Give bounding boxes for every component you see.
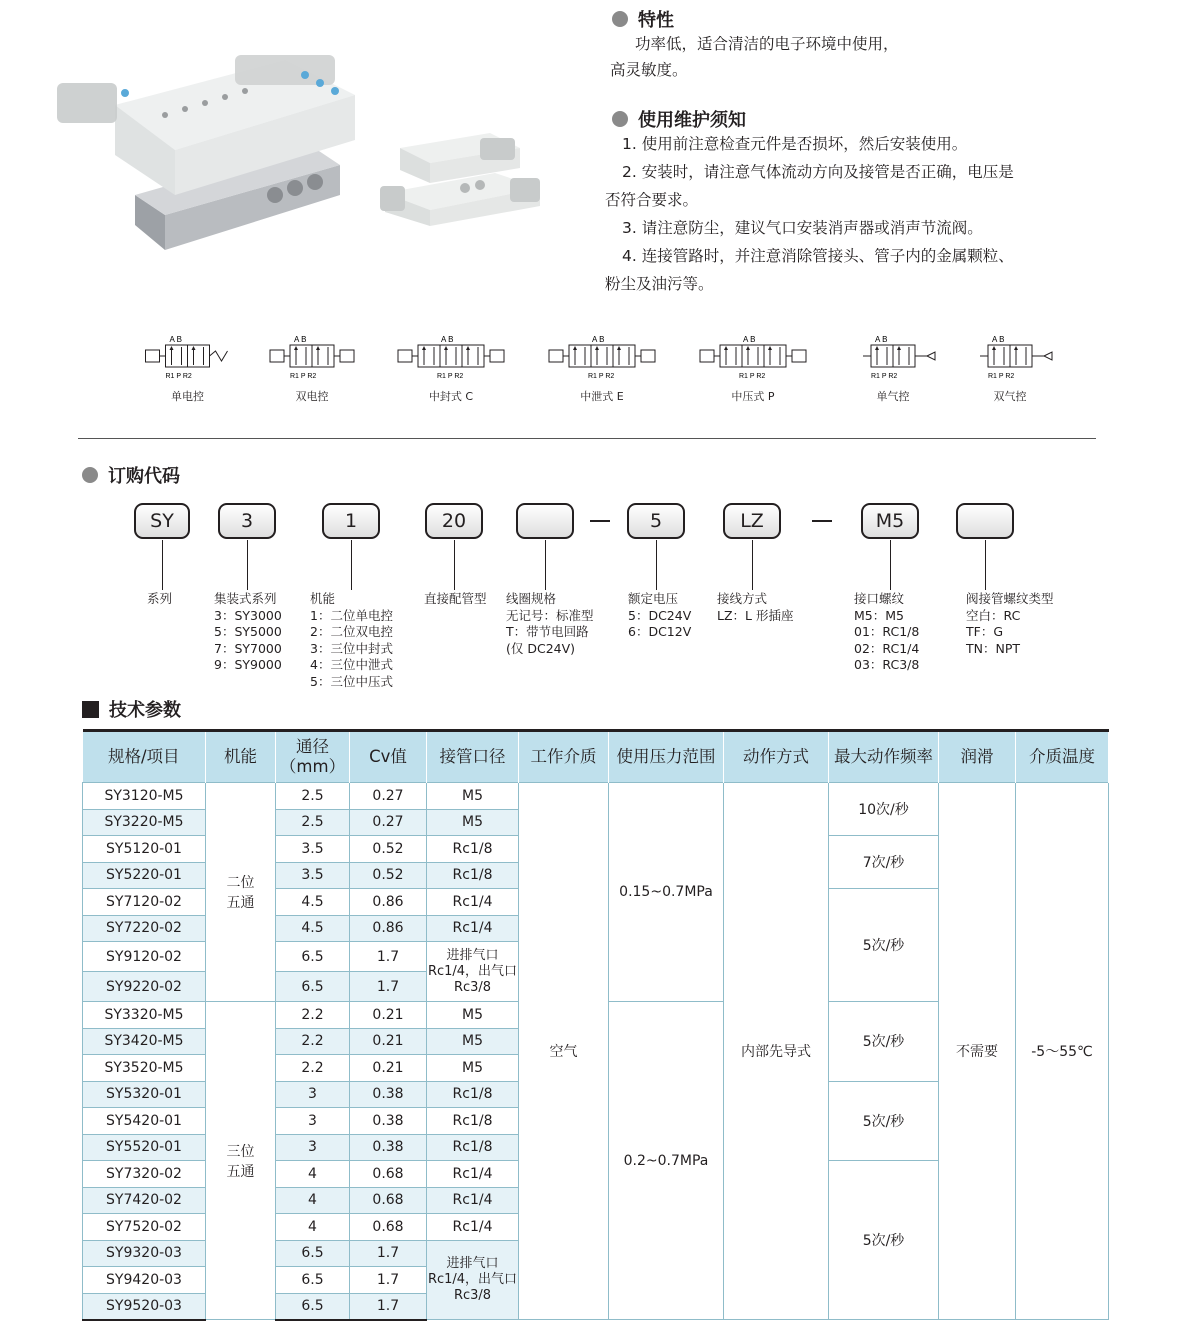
table-cell: 0.21 bbox=[350, 1028, 427, 1055]
maintenance-line-5: 4. 连接管路时，并注意消除管接头、管子内的金属颗粒、 bbox=[622, 247, 1014, 265]
table-cell: 内部先导式 bbox=[724, 783, 829, 1320]
order-code-description: 接线方式 LZ：L 形插座 bbox=[717, 591, 794, 623]
table-cell: 6.5 bbox=[276, 972, 350, 1002]
table-cell: 0.27 bbox=[350, 783, 427, 810]
order-code-connector bbox=[752, 540, 753, 590]
order-code-box: 3 bbox=[218, 503, 276, 539]
table-cell: 3 bbox=[276, 1134, 350, 1161]
order-code-connector bbox=[890, 540, 891, 590]
section-divider bbox=[78, 438, 1096, 439]
table-cell: 5次/秒 bbox=[829, 1081, 939, 1161]
order-code-connector bbox=[247, 540, 248, 590]
bullet-icon bbox=[612, 111, 628, 127]
table-cell: SY5520-01 bbox=[83, 1134, 206, 1161]
table-cell: Rc1/8 bbox=[427, 1108, 519, 1135]
svg-text:A B: A B bbox=[592, 335, 605, 344]
maintenance-line-4: 3. 请注意防尘，建议气口安装消声器或消声节流阀。 bbox=[622, 219, 983, 237]
table-cell: 5次/秒 bbox=[829, 889, 939, 1002]
table-cell: Rc1/8 bbox=[427, 836, 519, 863]
valve-symbol-6 bbox=[848, 333, 938, 383]
table-cell: 4.5 bbox=[276, 889, 350, 916]
table-cell: 进排气口Rc1/4，出气口Rc3/8 bbox=[427, 1240, 519, 1320]
order-code-description: 系列 bbox=[147, 591, 173, 606]
table-cell: SY3220-M5 bbox=[83, 809, 206, 836]
table-cell: 3 bbox=[276, 1108, 350, 1135]
table-header-cell: 通径 （mm） bbox=[276, 731, 350, 783]
table-header-cell: 规格/项目 bbox=[83, 731, 206, 783]
table-cell: 7次/秒 bbox=[829, 836, 939, 889]
table-cell: M5 bbox=[427, 783, 519, 810]
table-cell: 2.5 bbox=[276, 783, 350, 810]
table-cell: 4 bbox=[276, 1214, 350, 1241]
table-cell: 2.2 bbox=[276, 1028, 350, 1055]
table-cell: SY7120-02 bbox=[83, 889, 206, 916]
table-cell: 1.7 bbox=[350, 1267, 427, 1294]
features-heading bbox=[612, 6, 674, 32]
table-cell: 进排气口Rc1/4，出气口Rc3/8 bbox=[427, 942, 519, 1002]
order-code-description: 阀接管螺纹类型 空白：RC TF：G TN：NPT bbox=[966, 591, 1054, 656]
table-cell: 二位 五通 bbox=[206, 783, 276, 1002]
order-code-description: 集装式系列 3：SY3000 5：SY5000 7：SY7000 9：SY9000 bbox=[214, 591, 282, 672]
svg-text:R1 P R2: R1 P R2 bbox=[871, 373, 898, 380]
order-heading bbox=[82, 462, 180, 488]
features-title: 特性 bbox=[638, 10, 674, 31]
order-code-dash bbox=[590, 520, 610, 522]
table-cell: 2.5 bbox=[276, 809, 350, 836]
maintenance-title: 使用维护须知 bbox=[638, 110, 746, 131]
table-cell: Rc1/4 bbox=[427, 1214, 519, 1241]
table-cell: Rc1/4 bbox=[427, 889, 519, 916]
svg-text:A B: A B bbox=[743, 335, 756, 344]
table-cell: 0.15~0.7MPa bbox=[609, 783, 724, 1002]
table-header-cell: 最大动作频率 bbox=[829, 731, 939, 783]
table-header-cell: 接管口径 bbox=[427, 731, 519, 783]
table-cell: 6.5 bbox=[276, 1293, 350, 1320]
valve-symbol-4 bbox=[538, 333, 666, 383]
svg-text:A B: A B bbox=[441, 335, 454, 344]
svg-text:R1 P R2: R1 P R2 bbox=[988, 373, 1015, 380]
order-code-description: 直接配管型 bbox=[424, 591, 487, 606]
table-cell: M5 bbox=[427, 1002, 519, 1029]
maintenance-line-6: 粉尘及油污等。 bbox=[605, 275, 714, 293]
maintenance-line-3: 否符合要求。 bbox=[605, 191, 699, 209]
svg-text:A B: A B bbox=[875, 335, 888, 344]
table-cell: SY9320-03 bbox=[83, 1240, 206, 1267]
order-code-connector bbox=[351, 540, 352, 590]
table-cell: 2.2 bbox=[276, 1002, 350, 1029]
table-cell: SY7220-02 bbox=[83, 915, 206, 942]
bullet-icon bbox=[82, 467, 98, 483]
valve-symbol-7 bbox=[960, 333, 1060, 383]
order-code-box: 5 bbox=[627, 503, 685, 539]
table-cell: 10次/秒 bbox=[829, 783, 939, 836]
table-cell: 1.7 bbox=[350, 1240, 427, 1267]
svg-text:A B: A B bbox=[169, 335, 182, 344]
table-cell: M5 bbox=[427, 1028, 519, 1055]
order-code-connector bbox=[985, 540, 986, 590]
table-cell: 0.21 bbox=[350, 1002, 427, 1029]
table-cell: 5次/秒 bbox=[829, 1161, 939, 1320]
table-cell: 0.38 bbox=[350, 1108, 427, 1135]
table-cell: Rc1/8 bbox=[427, 1134, 519, 1161]
order-code-box bbox=[516, 503, 574, 539]
table-cell: 0.52 bbox=[350, 862, 427, 889]
valve-symbol-label: 双气控 bbox=[993, 390, 1027, 403]
single-valve-photo bbox=[380, 128, 550, 228]
table-header-cell: 工作介质 bbox=[519, 731, 609, 783]
table-cell: 1.7 bbox=[350, 972, 427, 1002]
table-cell: SY9220-02 bbox=[83, 972, 206, 1002]
table-cell: 6.5 bbox=[276, 1267, 350, 1294]
order-code-connector bbox=[162, 540, 163, 590]
table-cell: 3.5 bbox=[276, 862, 350, 889]
table-cell: 0.68 bbox=[350, 1214, 427, 1241]
valve-symbol-label: 单气控 bbox=[876, 390, 910, 403]
table-cell: 3.5 bbox=[276, 836, 350, 863]
table-cell: 1.7 bbox=[350, 942, 427, 972]
svg-text:R1 P R2: R1 P R2 bbox=[165, 373, 192, 380]
table-cell: 0.68 bbox=[350, 1161, 427, 1188]
features-line-2: 高灵敏度。 bbox=[610, 61, 688, 79]
table-cell: Rc1/8 bbox=[427, 1081, 519, 1108]
maintenance-line-2: 2. 安装时，请注意气体流动方向及接管是否正确，电压是 bbox=[622, 163, 1014, 181]
table-cell: SY9120-02 bbox=[83, 942, 206, 972]
svg-text:R1 P R2: R1 P R2 bbox=[588, 373, 615, 380]
manifold-valve-photo bbox=[55, 45, 365, 260]
table-cell: SY3320-M5 bbox=[83, 1002, 206, 1029]
table-cell: SY3520-M5 bbox=[83, 1055, 206, 1082]
svg-text:R1 P R2: R1 P R2 bbox=[290, 373, 317, 380]
table-cell: 0.38 bbox=[350, 1081, 427, 1108]
table-header-cell: Cv值 bbox=[350, 731, 427, 783]
table-cell: Rc1/4 bbox=[427, 1187, 519, 1214]
valve-symbol-2 bbox=[262, 333, 362, 383]
table-header-cell: 使用压力范围 bbox=[609, 731, 724, 783]
valve-symbol-label: 中封式 C bbox=[428, 390, 474, 403]
svg-text:A B: A B bbox=[294, 335, 307, 344]
table-cell: 空气 bbox=[519, 783, 609, 1320]
valve-symbol-5 bbox=[688, 333, 818, 383]
order-code-dash bbox=[812, 520, 832, 522]
table-cell: 6.5 bbox=[276, 942, 350, 972]
maintenance-heading bbox=[612, 106, 746, 132]
tech-title: 技术参数 bbox=[109, 700, 181, 721]
table-cell: M5 bbox=[427, 809, 519, 836]
table-cell: 4 bbox=[276, 1161, 350, 1188]
table-header-cell: 机能 bbox=[206, 731, 276, 783]
table-cell: M5 bbox=[427, 1055, 519, 1082]
table-cell: 不需要 bbox=[939, 783, 1016, 1320]
table-cell: Rc1/4 bbox=[427, 915, 519, 942]
table-cell: 4.5 bbox=[276, 915, 350, 942]
order-code-description: 线圈规格 无记号：标准型 T：带节电回路 (仅 DC24V) bbox=[506, 591, 594, 656]
table-cell: 三位 五通 bbox=[206, 1002, 276, 1320]
order-code-connector bbox=[545, 540, 546, 590]
order-code-box: M5 bbox=[861, 503, 919, 539]
table-cell: Rc1/4 bbox=[427, 1161, 519, 1188]
order-code-box bbox=[956, 503, 1014, 539]
table-cell: SY3420-M5 bbox=[83, 1028, 206, 1055]
table-cell: SY5220-01 bbox=[83, 862, 206, 889]
valve-symbol-1 bbox=[135, 333, 240, 383]
features-line-1: 功率低，适合清洁的电子环境中使用， bbox=[635, 35, 899, 53]
table-cell: Rc1/8 bbox=[427, 862, 519, 889]
table-cell: 4 bbox=[276, 1187, 350, 1214]
table-cell: 3 bbox=[276, 1081, 350, 1108]
order-title: 订购代码 bbox=[108, 466, 180, 487]
table-cell: -5～55℃ bbox=[1016, 783, 1109, 1320]
table-cell: SY7520-02 bbox=[83, 1214, 206, 1241]
table-cell: 0.2~0.7MPa bbox=[609, 1002, 724, 1320]
order-code-description: 机能 1：二位单电控 2：二位双电控 3：三位中封式 4：三位中泄式 5：三位中压式 bbox=[310, 591, 393, 689]
table-cell: SY3120-M5 bbox=[83, 783, 206, 810]
order-code-description: 接口螺纹 M5：M5 01：RC1/8 02：RC1/4 03：RC3/8 bbox=[854, 591, 920, 672]
order-code-box: SY bbox=[134, 503, 190, 539]
table-cell: 0.38 bbox=[350, 1134, 427, 1161]
table-cell: SY9420-03 bbox=[83, 1267, 206, 1294]
table-cell: 5次/秒 bbox=[829, 1002, 939, 1082]
table-cell: 0.68 bbox=[350, 1187, 427, 1214]
table-cell: SY7420-02 bbox=[83, 1187, 206, 1214]
table-cell: 1.7 bbox=[350, 1293, 427, 1320]
table-cell: SY7320-02 bbox=[83, 1161, 206, 1188]
valve-symbol-label: 双电控 bbox=[295, 390, 329, 403]
table-cell: SY5420-01 bbox=[83, 1108, 206, 1135]
table-header-cell: 介质温度 bbox=[1016, 731, 1109, 783]
svg-text:R1 P R2: R1 P R2 bbox=[739, 373, 766, 380]
order-code-connector bbox=[656, 540, 657, 590]
valve-symbol-label: 单电控 bbox=[171, 390, 204, 403]
maintenance-line-1: 1. 使用前注意检查元件是否损坏，然后安装使用。 bbox=[622, 135, 968, 153]
square-bullet-icon bbox=[82, 701, 99, 718]
table-header-row bbox=[83, 731, 1109, 783]
order-code-box: LZ bbox=[723, 503, 781, 539]
spec-table bbox=[82, 729, 1109, 1321]
order-code-box: 1 bbox=[322, 503, 380, 539]
order-code-box: 20 bbox=[425, 503, 483, 539]
table-cell: SY5320-01 bbox=[83, 1081, 206, 1108]
svg-text:A B: A B bbox=[992, 335, 1005, 344]
order-code-connector bbox=[454, 540, 455, 590]
table-cell: 0.86 bbox=[350, 915, 427, 942]
table-row bbox=[83, 783, 1109, 810]
order-code-description: 额定电压 5：DC24V 6：DC12V bbox=[628, 591, 692, 639]
svg-text:R1 P R2: R1 P R2 bbox=[437, 373, 464, 380]
table-cell: SY9520-03 bbox=[83, 1293, 206, 1320]
table-cell: 0.21 bbox=[350, 1055, 427, 1082]
table-cell: 0.86 bbox=[350, 889, 427, 916]
table-header-cell: 润滑 bbox=[939, 731, 1016, 783]
table-cell: 0.52 bbox=[350, 836, 427, 863]
table-cell: 6.5 bbox=[276, 1240, 350, 1267]
valve-symbol-label: 中压式 P bbox=[731, 390, 775, 403]
table-cell: 2.2 bbox=[276, 1055, 350, 1082]
table-cell: SY5120-01 bbox=[83, 836, 206, 863]
table-header-cell: 动作方式 bbox=[724, 731, 829, 783]
valve-symbol-label: 中泄式 E bbox=[580, 390, 624, 403]
tech-heading bbox=[82, 696, 181, 722]
table-cell: 0.27 bbox=[350, 809, 427, 836]
bullet-icon bbox=[612, 11, 628, 27]
valve-symbol-3 bbox=[386, 333, 516, 383]
